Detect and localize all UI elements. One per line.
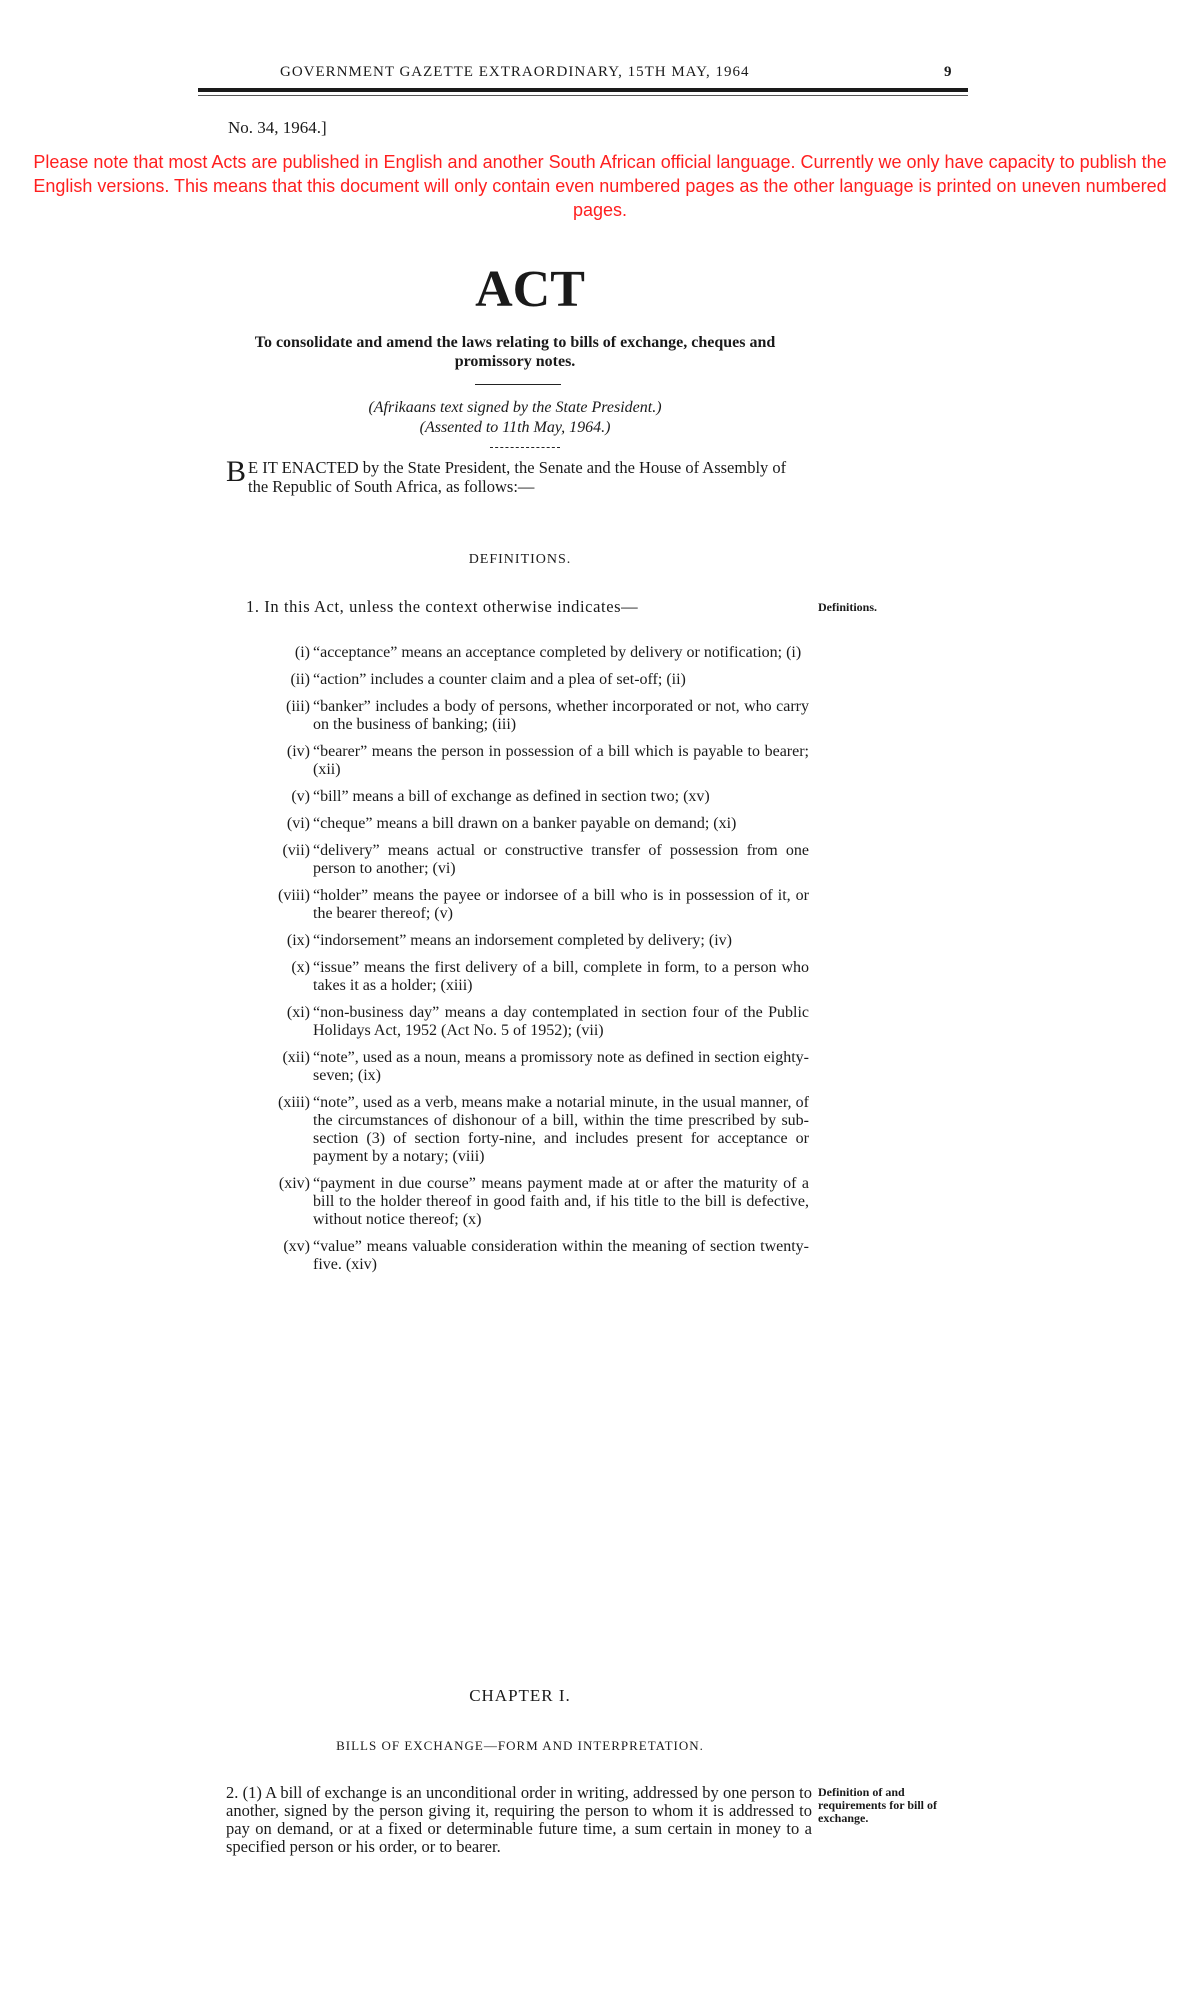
section-2-margin-note: Definition of and requirements for bill of exchange. xyxy=(818,1785,937,1825)
definition-text: “delivery” means actual or constructive transfer of possession from one person to another; (vi) xyxy=(313,842,809,877)
long-title: To consolidate and amend the laws relating to bills of exchange, cheques and promissory notes. xyxy=(254,334,776,370)
section-2-text: 2. (1) A bill of exchange is an unconditional order in writing, addressed by one person to another, signed by the person giving it, requiring the person to whom it is addressed to pay on demand, or at a fixed or determinable future time, a sum certain in money to a specified person or his order, or to bearer. xyxy=(226,1783,812,1856)
definition-item xyxy=(0,644,1200,662)
enacting-clause xyxy=(226,455,810,496)
assent-line-date: (Assented to 11th May, 1964.) xyxy=(419,419,611,436)
definition-text: “bill” means a bill of exchange as defined in section two; (xv) xyxy=(313,788,710,805)
enacting-text: E IT ENACTED by the State President, the Senate and the House of Assembly of the Republic of South Africa, as follows:— xyxy=(248,458,787,496)
definition-text: “holder” means the payee or indorsee of a bill who is in possession of it, or the bearer thereof; (v) xyxy=(313,887,809,922)
definition-text: “acceptance” means an acceptance completed by delivery or notification; (i) xyxy=(313,644,802,661)
definition-number: (vi) xyxy=(286,815,310,832)
act-title: ACT xyxy=(475,261,585,318)
definition-text: “action” includes a counter claim and a plea of set-off; (ii) xyxy=(313,671,686,688)
definition-number: (ii) xyxy=(290,671,310,688)
definition-item xyxy=(0,788,1200,806)
definitions-list xyxy=(0,644,1200,1283)
definition-item xyxy=(0,1094,1200,1166)
definition-item xyxy=(0,1175,1200,1229)
header-rule-thin xyxy=(198,95,968,96)
definition-number: (xiv) xyxy=(278,1175,310,1192)
definition-number: (viii) xyxy=(278,887,310,904)
definition-text: “note”, used as a verb, means make a notarial minute, in the usual manner, of the circumstances of dishonour of a bill, within the time prescribed by sub-section (3) of section forty-nine, and includes present for acceptance or payment by a notary; (viii) xyxy=(313,1094,809,1165)
definition-text: “indorsement” means an indorsement completed by delivery; (iv) xyxy=(313,932,732,949)
definition-number: (i) xyxy=(294,644,310,661)
definition-number: (xi) xyxy=(286,1004,310,1021)
definition-number: (xv) xyxy=(283,1238,310,1255)
definition-text: “banker” includes a body of persons, whether incorporated or not, who carry on the business of banking; (iii) xyxy=(313,698,809,733)
assent-rule xyxy=(490,447,560,448)
definition-text: “value” means valuable consideration within the meaning of section twenty-five. (xiv) xyxy=(313,1238,809,1273)
running-head: GOVERNMENT GAZETTE EXTRAORDINARY, 15TH MAY, 1964 xyxy=(280,64,750,80)
definition-number: (x) xyxy=(291,959,310,976)
definition-item xyxy=(0,887,1200,923)
definition-item xyxy=(0,815,1200,833)
enacting-drop-cap: B xyxy=(226,455,247,488)
definition-number: (iv) xyxy=(286,743,310,760)
definition-text: “bearer” means the person in possession of a bill which is payable to bearer; (xii) xyxy=(313,743,809,778)
chapter-heading: CHAPTER I. xyxy=(469,1686,571,1705)
definition-item xyxy=(0,671,1200,689)
page-number: 9 xyxy=(944,64,952,80)
definition-item xyxy=(0,1238,1200,1274)
definition-text: “cheque” means a bill drawn on a banker payable on demand; (xi) xyxy=(313,815,737,832)
definition-text: “payment in due course” means payment made at or after the maturity of a bill to the holder thereof in good faith and, if his title to the bill is defective, without notice thereof; (x) xyxy=(313,1175,809,1228)
definition-text: “issue” means the first delivery of a bill, complete in form, to a person who takes it as a holder; (xiii) xyxy=(313,959,809,994)
section-1-margin-note: Definitions. xyxy=(818,600,878,614)
header-rule xyxy=(198,88,968,92)
definition-number: (vii) xyxy=(282,842,310,859)
chapter-subtitle: BILLS OF EXCHANGE—FORM AND INTERPRETATION. xyxy=(336,1738,704,1753)
definition-number: (xii) xyxy=(282,1049,310,1066)
definition-number: (iii) xyxy=(286,698,310,715)
definition-item xyxy=(0,698,1200,734)
definition-number: (ix) xyxy=(286,932,310,949)
definition-item xyxy=(0,1004,1200,1040)
definition-number: (v) xyxy=(291,788,310,805)
section-1-intro: 1. In this Act, unless the context otherwise indicates— xyxy=(246,597,639,616)
assent-block xyxy=(220,398,810,438)
definition-number: (xiii) xyxy=(278,1094,310,1111)
definition-item xyxy=(0,842,1200,878)
definition-item xyxy=(0,932,1200,950)
definition-text: “note”, used as a noun, means a promissory note as defined in section eighty-seven; (ix) xyxy=(313,1049,809,1084)
publication-notice: Please note that most Acts are published in English and another South African official language. Currently we only have capacity to publish the English versions. This means that this document will only contain even numbered pages as the other language is printed on uneven numbered pages. xyxy=(33,152,1167,220)
definitions-heading: DEFINITIONS. xyxy=(468,552,572,567)
act-number: No. 34, 1964.] xyxy=(228,118,327,137)
title-rule xyxy=(475,384,561,385)
definition-item xyxy=(0,1049,1200,1085)
definition-text: “non-business day” means a day contemplated in section four of the Public Holidays Act, 1952 (Act No. 5 of 1952); (vii) xyxy=(313,1004,809,1039)
assent-line-signed: (Afrikaans text signed by the State President.) xyxy=(368,399,662,416)
definition-item xyxy=(0,743,1200,779)
definition-item xyxy=(0,959,1200,995)
